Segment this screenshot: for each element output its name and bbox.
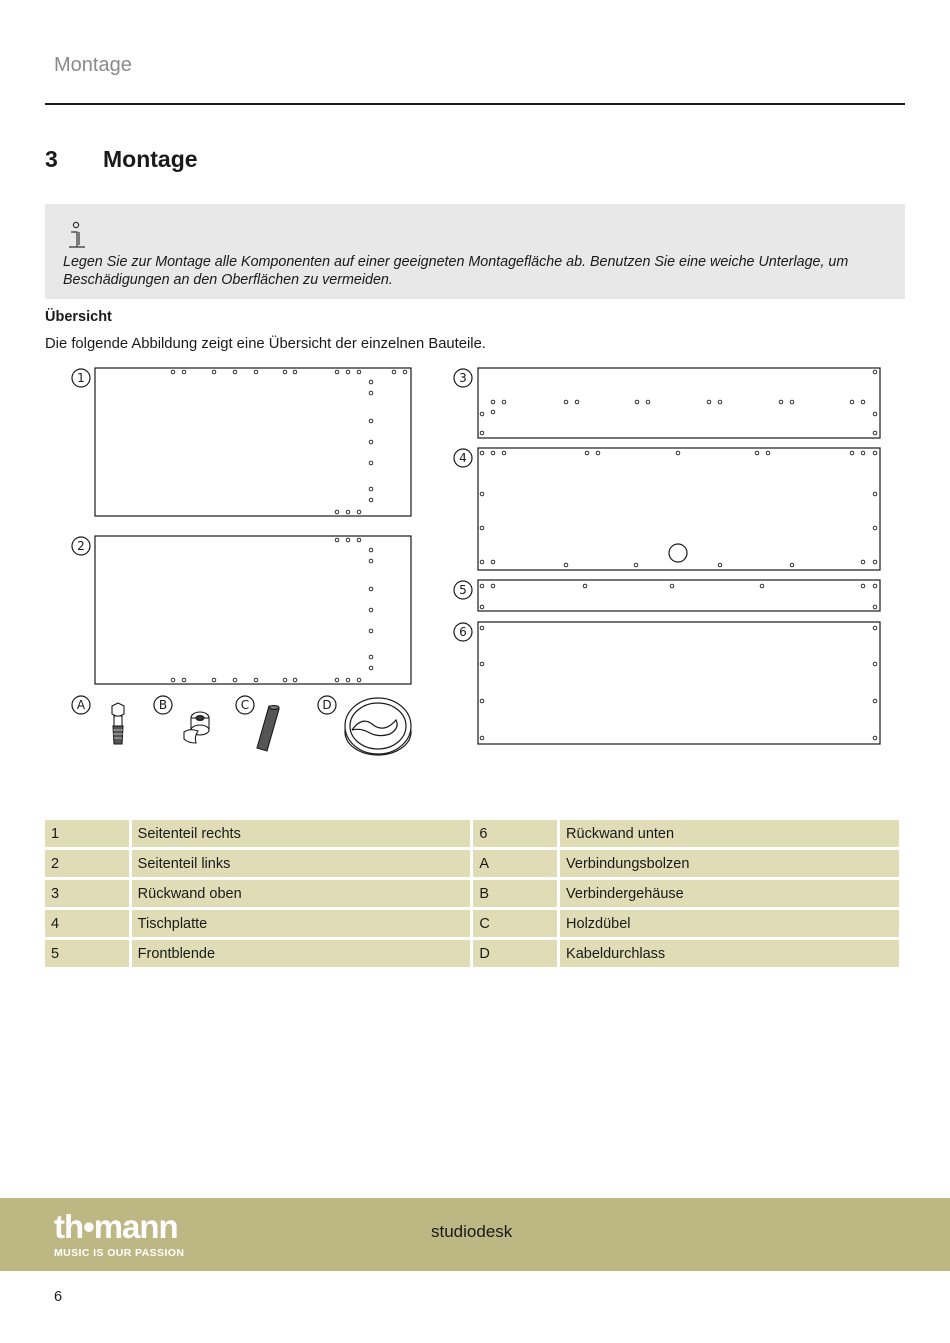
panel-3-back-top: [478, 368, 880, 438]
overview-intro: Die folgende Abbildung zeigt eine Übersicht der einzelnen Bauteile.: [45, 336, 486, 352]
info-icon: [65, 221, 87, 251]
table-cell: Verbindergehäuse: [560, 880, 899, 907]
label-B: B: [158, 698, 168, 712]
table-cell: 1: [45, 820, 129, 847]
table-cell: 6: [473, 820, 557, 847]
table-row: [45, 880, 899, 907]
section-number: 3: [45, 146, 58, 172]
panel-2-side-left: [95, 536, 411, 684]
table-cell: Tischplatte: [132, 910, 471, 937]
brand-wordmark: th•mann: [54, 1208, 178, 1245]
table-cell: Verbindungsbolzen: [560, 850, 899, 877]
label-1: 1: [77, 371, 85, 385]
table-cell: B: [473, 880, 557, 907]
table-cell: 2: [45, 850, 129, 877]
table-cell: 3: [45, 880, 129, 907]
brand-tagline: MUSIC IS OUR PASSION: [54, 1247, 185, 1259]
note-text: Legen Sie zur Montage alle Komponenten auf einer geeigneten Montagefläche ab. Benutzen Sie eine weiche Unterlage, um Beschädigungen an den Oberflächen zu vermeiden.: [63, 254, 849, 288]
dowel-icon: [257, 706, 279, 752]
table-row: [45, 940, 899, 967]
table-cell: Seitenteil links: [132, 850, 471, 877]
label-3: 3: [459, 371, 467, 385]
note-box: [45, 204, 905, 299]
table-row: [45, 850, 899, 877]
panel-6-back-bottom: [478, 622, 880, 744]
table-row: [45, 820, 899, 847]
label-D: D: [322, 698, 332, 712]
table-cell: A: [473, 850, 557, 877]
table-cell: D: [473, 940, 557, 967]
panel-1-side-right: [95, 368, 411, 516]
label-4: 4: [459, 451, 467, 465]
running-header: Montage: [54, 54, 132, 76]
product-name: studiodesk: [431, 1222, 513, 1241]
page-number: 6: [54, 1289, 63, 1305]
label-C: C: [240, 698, 250, 712]
header-rule: [45, 103, 905, 105]
table-cell: Rückwand unten: [560, 820, 899, 847]
section-title-text: Montage: [103, 146, 198, 172]
panel-5-front: [478, 580, 880, 611]
table-cell: Frontblende: [132, 940, 471, 967]
bolt-icon: [112, 703, 124, 744]
table-cell: Rückwand oben: [132, 880, 471, 907]
label-2: 2: [77, 539, 85, 553]
brand-logo: [54, 1210, 184, 1259]
table-cell: 4: [45, 910, 129, 937]
cam-housing-icon: [184, 712, 209, 743]
panel-4-tabletop: [478, 448, 880, 570]
label-6: 6: [459, 625, 467, 639]
parts-table: [42, 817, 902, 970]
section-title: [45, 146, 198, 173]
cable-grommet-icon: [345, 698, 411, 755]
table-cell: Holzdübel: [560, 910, 899, 937]
label-A: A: [76, 698, 86, 712]
table-cell: Kabeldurchlass: [560, 940, 899, 967]
table-cell: Seitenteil rechts: [132, 820, 471, 847]
table-cell: C: [473, 910, 557, 937]
table-cell: 5: [45, 940, 129, 967]
label-5: 5: [459, 583, 467, 597]
overview-heading: Übersicht: [45, 309, 112, 325]
parts-overview-figure: [60, 360, 900, 770]
table-row: [45, 910, 899, 937]
panel-4-cable-hole: [669, 544, 687, 562]
